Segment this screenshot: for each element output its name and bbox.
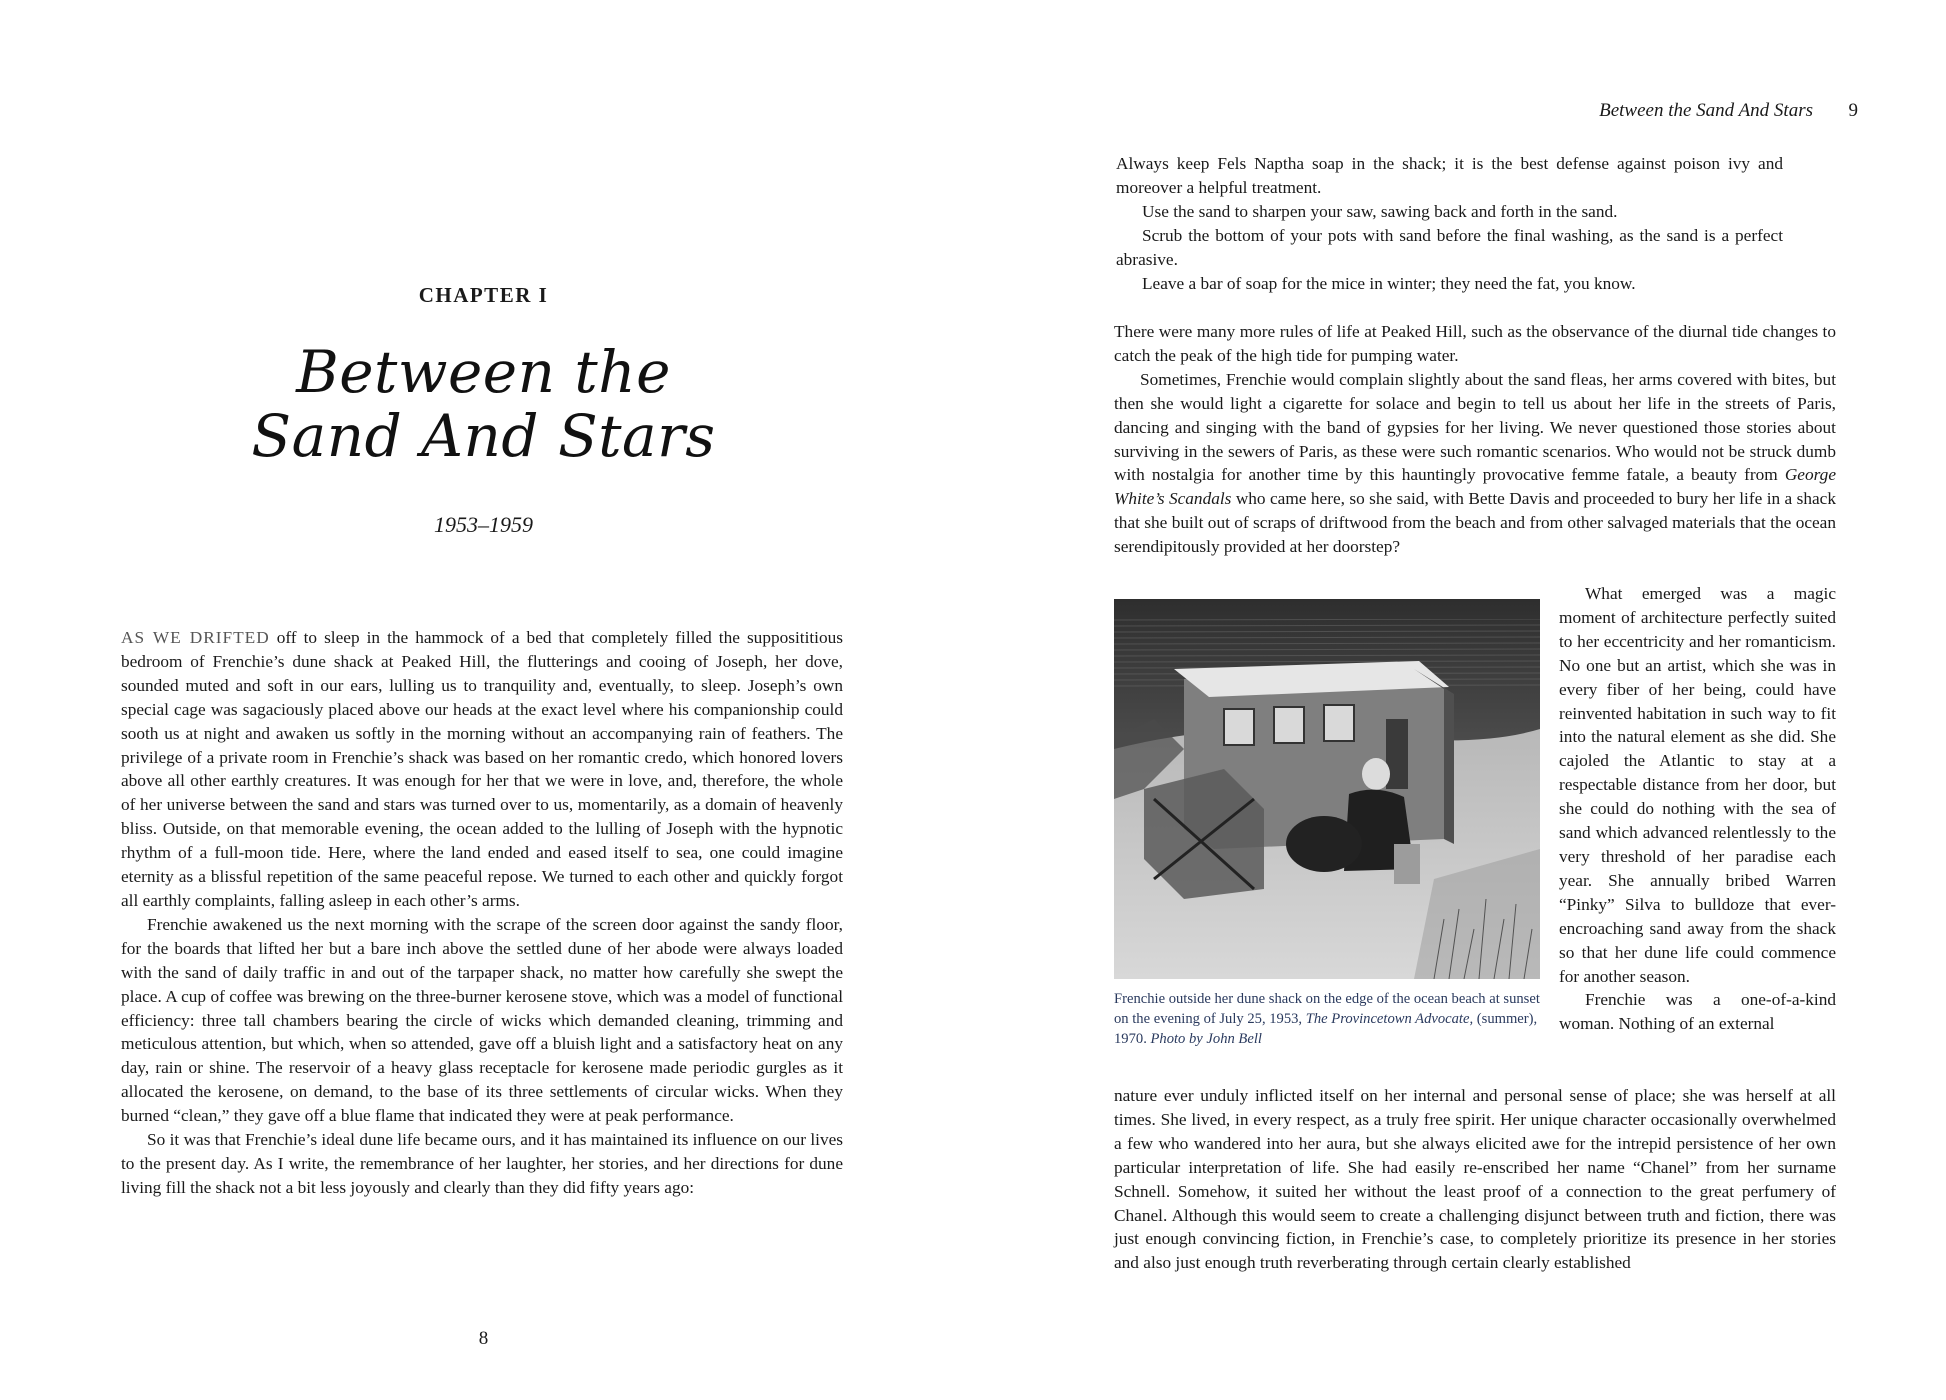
left-body-text xyxy=(121,626,843,1200)
right-paragraph-2-text-b: who came here, so she said, with Bette Davis and proceeded to bury her life in a shack that she built out of scraps of driftwood from the beach and from other salvaged materials that the ocean serendipitously provided at her doorstep? xyxy=(1114,489,1836,557)
right-page xyxy=(973,0,1946,1400)
dune-rule: Scrub the bottom of your pots with sand before the final washing, as the sand is a perfect abrasive. xyxy=(1116,225,1783,269)
column-paragraph-2: Frenchie was a one-of-a-kind woman. Nothing of an external xyxy=(1559,990,1836,1034)
chapter-dates: 1953–1959 xyxy=(434,512,533,537)
dune-rule: Use the sand to sharpen your saw, sawing back and forth in the sand. xyxy=(1142,201,1618,221)
photo-caption xyxy=(1114,989,1540,1049)
chapter-title-line1: Between the xyxy=(296,338,671,406)
right-body-text-top xyxy=(1114,320,1836,559)
caption-publication: The Provincetown Advocate, xyxy=(1305,1011,1474,1027)
dune-rules-list xyxy=(1116,152,1783,295)
column-paragraph-1: What emerged was a magic moment of architecture perfectly suited to her eccentricity and her romanticism. No one but an artist, which she was in every fiber of her being, could have reinvented habitation in such way to fit into the natural element as she did. She cajoled the Atlantic to stay at a respectable distance from her door, but she could do nothing with the sea of sand which advanced relentlessly to the very threshold of her paradise each year. She annually bribed Warren “Pinky” Silva to bulldoze that ever-encroaching sand away from the shack so that her dune life could commence for another season. xyxy=(1559,584,1836,986)
left-paragraph-2: Frenchie awakened us the next morning with the scrape of the screen door against the sandy floor, for the boards that lifted her but a bare inch above the settled dune of her abode were always loaded with the sand of daily traffic in and out of the tarpaper shack, no matter how carefully she swept the place. A cup of coffee was brewing on the three-burner kerosene stove, which was a model of functional efficiency: three tall chambers bearing the circle of wicks which demanded cleaning, trimming and meticulous attention, but which, when so attended, gave off a bluish light and a satisfactory heat on any day, rain or shine. The reservoir of a heavy glass receptacle for kerosene made periodic gurgles as it allocated the kerosene, on demand, to the base of its three settlements of circular wicks. When they burned “clean,” they gave off a blue flame that indicated they were at peak performance. xyxy=(121,914,843,1126)
right-paragraph-2-text-a: Sometimes, Frenchie would complain slightly about the sand fleas, her arms covered with bites, but then she would light a cigarette for solace and begin to tell us about her life in the streets of Paris, dancing and singing with the band of gypsies for her living. We never questioned those stories about surviving in the sewers of Paris, as these were such romantic scenarios. Who would not be struck dumb with nostalgia for another time by this hauntingly provocative femme fatale, a beauty from xyxy=(1114,369,1836,485)
left-paragraph-1 xyxy=(121,626,843,913)
opening-smallcaps: AS WE DRIFTED xyxy=(121,628,270,647)
chapter-title xyxy=(120,340,847,468)
right-body-text-bottom xyxy=(1114,1084,1836,1275)
caption-text-a: Frenchie outside her dune shack on the edge of the ocean beach at sunset on the evening of July 25, 1953, xyxy=(1114,991,1540,1027)
right-paragraph-1: There were many more rules of life at Peaked Hill, such as the observance of the diurnal tide changes to catch the peak of the high tide for pumping water. xyxy=(1114,322,1836,365)
page-number-right: 9 xyxy=(1848,100,1858,121)
dune-rule: Always keep Fels Naptha soap in the shack; it is the best defense against poison ivy and moreover a helpful treatment. xyxy=(1116,154,1783,197)
caption-text-b: (summer), 1970. xyxy=(1114,1011,1538,1047)
chapter-label: CHAPTER I xyxy=(418,283,549,307)
running-head: Between the Sand And Stars xyxy=(1599,100,1813,121)
chapter-title-line2: Sand And Stars xyxy=(251,402,716,470)
right-column-text xyxy=(1559,582,1836,1036)
left-paragraph-3: So it was that Frenchie’s ideal dune life became ours, and it has maintained its influence on our lives to the present day. As I write, the remembrance of her laughter, her stories, and her directions for dune living fill the shack not a bit less joyously and clearly than they did fifty years ago: xyxy=(121,1130,843,1197)
shack-photo xyxy=(1114,599,1540,979)
left-paragraph-1-text: off to sleep in the hammock of a bed that completely filled the supposititious bedroom of Frenchie’s dune shack at Peaked Hill, the flutterings and cooing of Joseph, her dove, sounded muted and soft in our ears, lulling us to tranquility and, eventually, to sleep. Joseph’s own special cage was sagaciously placed above our heads at the exact level where his companionship could sooth us at night and awaken us softly in the morning without an accompanying rain of feathers. The privilege of a private room in Frenchie’s shack was based on her romantic credo, which honored lovers above all other earthly creatures. It was enough for her that we were in love, and, therefore, the whole of her universe between the sand and stars was turned over to us, momentarily, as a domain of heavenly bliss. Outside, on that memorable evening, the ocean added to the lulling of Joseph with the hypnotic rhythm of a full-moon tide. Here, where the land ended and eased itself to sea, one could imagine eternity as a blissful repetition of the same peaceful repose. We turned to each other and quickly forgot all earthly complaints, falling asleep in each other’s arms. xyxy=(121,628,843,910)
right-paragraph-bottom: nature ever unduly inflicted itself on her internal and personal sense of place; she was herself at all times. She lived, in every respect, as a truly free spirit. Her unique character occasionally overwhelmed a few who wandered into her aura, but she always elicited awe for the intrepid persistence of her own particular interpretation of life. She had easily re-enscribed her name “Chanel” from her surname Schnell. Somehow, it suited her without the least proof of a connection to the great perfumery of Chanel. Although this would seem to create a challenging disjunct between truth and fiction, there was just enough convincing fiction, in Frenchie’s case, to completely prioritize its presence in her stories and also just enough truth reverberating through certain clearly established xyxy=(1114,1086,1836,1273)
page-number-left: 8 xyxy=(478,1328,489,1349)
scandals-title: George White’s Scandals xyxy=(1114,465,1836,509)
dune-rule: Leave a bar of soap for the mice in winter; they need the fat, you know. xyxy=(1142,273,1636,293)
photo-figure xyxy=(1114,599,1540,1049)
right-paragraph-2 xyxy=(1114,368,1836,559)
caption-photo-credit: Photo by John Bell xyxy=(1150,1031,1262,1047)
